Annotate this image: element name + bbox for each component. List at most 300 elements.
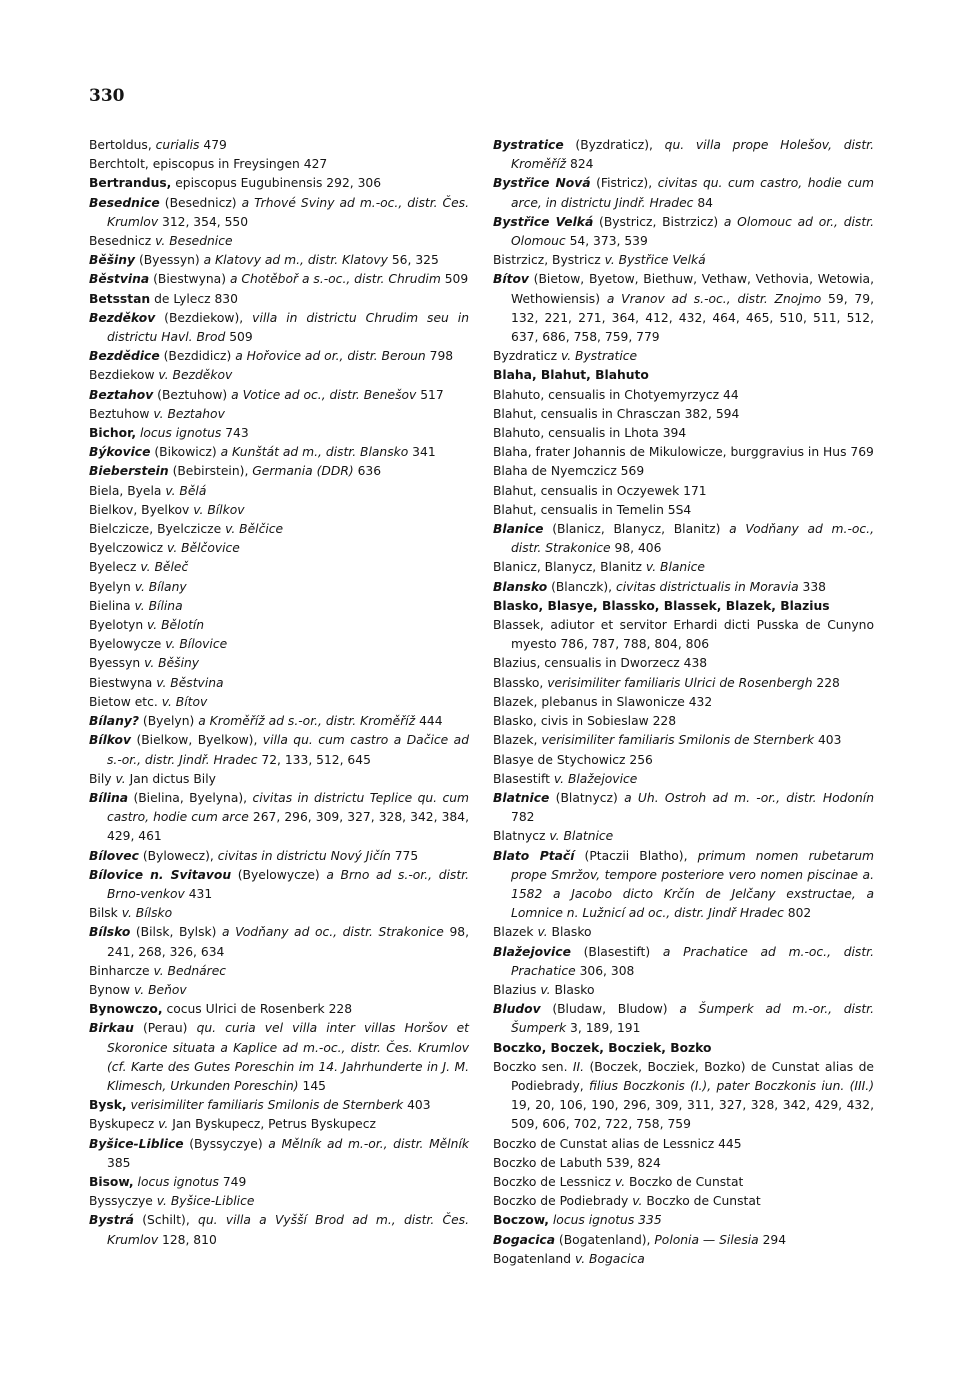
index-entry <box>89 462 469 481</box>
entry-headword: Bystřice Velká <box>493 214 594 229</box>
index-entry <box>89 616 469 635</box>
entry-headword: Bítov <box>493 272 529 287</box>
entry-text: (Byzdraticz), <box>563 138 665 152</box>
entry-headword: Bieberstein <box>89 464 169 479</box>
index-entry <box>493 501 874 520</box>
entry-text: v. <box>632 1194 643 1209</box>
entry-text: primum nomen rubetarum prope Smržov, tempore posteriore vero nomen piscinae a. 1582 a Jacobo dicto Krčín de Jelčany exstructae, a Lomnice n. Lužnicí ad oc., distr. Jindř Hradec <box>511 848 874 921</box>
entry-text: v. Bílkov <box>193 502 245 517</box>
entry-text: v. Bednárec <box>153 963 227 978</box>
entry-text: 341 <box>408 445 436 460</box>
index-entry <box>493 731 874 750</box>
index-entry <box>89 1192 469 1211</box>
entry-text: 98, 406 <box>610 541 662 556</box>
entry-headword: Bílkov <box>89 733 132 748</box>
index-entry <box>493 558 874 577</box>
entry-text: Blasko <box>550 982 595 997</box>
entry-headword: Blatnice <box>493 790 550 805</box>
entry-text: Blasko <box>547 925 592 940</box>
entry-text: II. <box>572 1059 585 1074</box>
index-entry <box>89 558 469 577</box>
entry-text: civitas in districtu Teplice qu. cum castro, hodie cum arce <box>107 790 469 825</box>
entry-text: Boczko de Cunstat <box>642 1194 761 1209</box>
entry-text: (Blatnycz) <box>549 790 625 805</box>
entry-text: Blahut, censualis in Oczyewek 171 <box>493 483 707 498</box>
entry-text: Blahuto, censualis in Lhota 394 <box>493 426 687 441</box>
index-entry <box>493 482 874 501</box>
entry-text: v. Bítov <box>161 694 208 709</box>
entry-headword: Blaha, Blahut, Blahuto <box>493 368 649 383</box>
index-entry <box>493 751 874 770</box>
index-entry <box>89 1173 469 1192</box>
entry-text: 84 <box>693 195 713 210</box>
entry-text: verisimiliter familiaris Smilonis de Sternberk <box>541 733 815 748</box>
entry-text: 312, 354, 550 <box>158 214 249 229</box>
entry-text: 775 <box>390 848 419 863</box>
entry-text: 403 <box>403 1098 431 1113</box>
entry-text: qu. curia vel villa inter villas Horšov et Skoronice situata a Kaplice ad m.-oc., distr. Čes. Krumlov (cf. Karte des Gutes Poreschin im 14. Jahrhunderte in J. M. Klimesch, Urkunden Poreschin) <box>107 1021 469 1093</box>
index-entry <box>89 155 469 174</box>
entry-headword: Běšiny <box>89 253 136 268</box>
entry-text: Binharcze <box>89 963 154 978</box>
index-entry <box>493 424 874 443</box>
index-entry <box>493 443 874 462</box>
entry-headword: Bílany? <box>89 714 140 729</box>
entry-text: Byelczowicz <box>89 541 168 556</box>
entry-text: Bistrzicz, Bystricz <box>493 253 605 268</box>
entry-text: 3, 189, 191 <box>566 1021 641 1036</box>
index-entry <box>89 1019 469 1096</box>
entry-text: a Hořovice ad or., distr. Beroun <box>235 349 426 364</box>
entry-text: Blazek, <box>493 733 542 748</box>
entry-text: a Klatovy ad m., distr. Klatovy <box>203 253 388 268</box>
index-entry <box>89 962 469 981</box>
index-entry <box>493 1231 874 1250</box>
entry-text: curialis <box>155 138 200 152</box>
entry-text: Berchtolt, episcopus in Freysingen 427 <box>89 157 328 172</box>
index-entry <box>89 309 469 347</box>
entry-headword: Boczko, Boczek, Bocziek, Bozko <box>493 1040 712 1055</box>
entry-text: a Vodňany ad m.-oc., distr. Strakonice <box>511 522 874 556</box>
index-entry <box>493 213 874 251</box>
entry-text: (Besednicz) <box>159 195 242 210</box>
entry-text: a Brno ad s.-or., distr. Brno-venkov <box>107 867 469 901</box>
entry-text: (Byelyn) <box>139 714 199 729</box>
entry-text: (Blanczk), <box>547 579 616 594</box>
index-entry <box>89 693 469 712</box>
index-entry <box>493 366 874 385</box>
index-entry <box>493 1039 874 1058</box>
entry-text: qu. villa prope Holešov, distr. Kroměříž <box>511 138 874 172</box>
index-entry <box>493 1154 874 1173</box>
entry-text: locus ignotus 335 <box>552 1213 662 1228</box>
entry-headword: Blato Ptačí <box>493 848 575 863</box>
index-entry <box>493 578 874 597</box>
entry-text: 19, 20, 106, 190, 296, 309, 311, 327, 328, 342, 429, 432, 509, 606, 702, 722, 758, 759 <box>511 1098 874 1132</box>
entry-text: v. Bělá <box>165 483 207 498</box>
index-entry <box>89 635 469 654</box>
entry-text: Boczko de Cunstat <box>625 1174 744 1189</box>
index-entry <box>89 597 469 616</box>
entry-text: Biela, Byela <box>89 483 166 498</box>
index-entry <box>89 443 469 462</box>
entry-text: a Mělník ad m.-or., distr. Mělník <box>268 1136 469 1151</box>
entry-text: (Byelowycze) <box>231 867 327 882</box>
entry-text: a Prachatice ad m.-oc., distr. Prachatice <box>511 944 874 978</box>
index-entry <box>493 174 874 212</box>
entry-text: Blahut, censualis in Temelin 5S4 <box>493 502 692 517</box>
entry-text: (Fistricz), <box>590 176 658 191</box>
entry-text: v. Běstvina <box>156 675 224 690</box>
entry-text: (Bielkow, Byelkow), <box>131 733 263 748</box>
entry-text: v. Běšiny <box>144 656 200 671</box>
index-entry <box>89 386 469 405</box>
index-entry <box>89 347 469 366</box>
entry-headword: Bogacica <box>493 1232 556 1247</box>
index-entry <box>89 194 469 232</box>
index-entry <box>89 1096 469 1115</box>
entry-text: a Kroměříž ad s.-or., distr. Kroměříž <box>198 714 416 729</box>
index-entry <box>89 520 469 539</box>
entry-text: v. Bělotín <box>147 618 205 633</box>
entry-text: Jan dictus Bily <box>125 771 216 786</box>
entry-text: 802 <box>783 906 812 921</box>
entry-text: a Vodňany ad oc., distr. Strakonice <box>221 925 444 940</box>
entry-text: de Lylecz 830 <box>150 291 238 306</box>
entry-text: v. Byšice-Liblice <box>156 1194 255 1209</box>
entry-text: 145 <box>298 1078 326 1093</box>
index-entry <box>493 270 874 347</box>
entry-text: Bietow etc. <box>89 694 162 709</box>
entry-text: locus ignotus <box>137 1174 219 1189</box>
entry-headword: Betsstan <box>89 291 151 306</box>
index-entry <box>493 712 874 731</box>
entry-text: Biestwyna <box>89 675 157 690</box>
entry-text: v. Blažejovice <box>553 771 638 786</box>
entry-text: 798 <box>425 349 454 364</box>
index-entry <box>89 847 469 866</box>
entry-text: Bertoldus, <box>89 138 156 152</box>
entry-text: v. Blanice <box>645 560 705 575</box>
index-entry <box>493 693 874 712</box>
entry-text: Blahut, censualis in Chrasczan 382, 594 <box>493 406 740 421</box>
entry-text: a Šumperk ad m.-or., distr. Šumperk <box>511 1002 875 1036</box>
index-entry <box>89 866 469 904</box>
entry-text: 517 <box>416 387 444 402</box>
entry-headword: Blanice <box>493 522 544 537</box>
entry-text: civitas qu. cum castro, hodie cum arce, in districtu Jindř. Hradec <box>511 176 874 210</box>
entry-text: Blasko, civis in Sobieslaw 228 <box>493 714 677 729</box>
index-entry <box>493 251 874 270</box>
entry-text: (Ptaczii Blatho), <box>574 848 698 863</box>
entry-text: 294 <box>758 1232 787 1247</box>
entry-text: v. <box>158 1117 169 1132</box>
entry-headword: Bystratice <box>493 138 564 152</box>
entry-text: Bynow <box>89 982 134 997</box>
index-entry <box>493 789 874 827</box>
entry-text: (Byessyn) <box>135 253 204 268</box>
entry-text: (Bietow, Byetow, Biethuw, Vethaw, Vethovia, Wetowia, Wethowiensis) <box>511 272 874 306</box>
entry-text: Polonia — Silesia <box>654 1232 759 1247</box>
entry-text: civitas districtualis in Moravia <box>616 579 799 594</box>
entry-text: v. Beňov <box>134 982 187 997</box>
entry-headword: Bichor, <box>89 426 137 441</box>
index-entry <box>493 1211 874 1230</box>
entry-text: Blanicz, Blanycz, Blanitz <box>493 560 646 575</box>
entry-text: Boczko de Labuth 539, 824 <box>493 1155 661 1170</box>
index-entry <box>493 386 874 405</box>
entry-headword: Beztahov <box>89 387 154 402</box>
index-entry <box>89 1000 469 1019</box>
entry-text: locus ignotus <box>139 426 222 441</box>
index-entry <box>493 597 874 616</box>
index-entry <box>493 347 874 366</box>
entry-headword: Bysk, <box>89 1098 127 1113</box>
entry-text: Byessyn <box>89 656 145 671</box>
entry-text: Byelecz <box>89 560 141 575</box>
entry-text: Boczko de Cunstat alias de Lessnicz 445 <box>493 1136 742 1151</box>
entry-text: 267, 296, 309, 327, 328, 342, 384, 429, 461 <box>107 810 469 844</box>
entry-text: Bogatenland <box>493 1251 575 1266</box>
index-column-right <box>493 136 874 1269</box>
entry-headword: Bílina <box>89 790 129 805</box>
index-entry <box>493 1173 874 1192</box>
entry-text: verisimiliter familiaris Smilonis de Sternberk <box>130 1098 404 1113</box>
entry-headword: Bisow, <box>89 1174 134 1189</box>
entry-text: 59, 79, 132, 221, 271, 364, 412, 432, 464, 465, 510, 511, 512, 637, 686, 758, 759, 779 <box>511 291 874 345</box>
entry-text: v. Bystřice Velká <box>604 253 706 268</box>
entry-text: 749 <box>218 1174 247 1189</box>
index-entry <box>493 923 874 942</box>
entry-text: Blasestift <box>493 771 554 786</box>
entry-text: 228 <box>812 675 840 690</box>
entry-text: villa in districtu Chrudim seu in districtu Havl. Brod <box>107 310 469 345</box>
entry-text: 54, 373, 539 <box>565 234 648 249</box>
entry-headword: Bílsko <box>89 925 131 940</box>
entry-text: (Bogatenland), <box>555 1232 655 1247</box>
entry-text: a Chotěboř a s.-oc., distr. Chrudim <box>229 272 441 287</box>
entry-text: 72, 133, 512, 645 <box>257 752 371 767</box>
entry-text: episcopus Eugubinensis 292, 306 <box>171 176 382 191</box>
entry-headword: Birkau <box>89 1021 134 1036</box>
index-entry <box>89 290 469 309</box>
entry-headword: Bílovice n. Svitavou <box>89 867 232 882</box>
entry-headword: Bezdědice <box>89 349 160 364</box>
entry-text: Bielkov, Byelkov <box>89 502 194 517</box>
entry-text: v. Besednice <box>155 234 233 249</box>
entry-text: (Bilsk, Bylsk) <box>130 925 222 940</box>
index-entry <box>89 731 469 769</box>
entry-text: v. Bogacica <box>574 1251 645 1266</box>
entry-text: v. Bělčice <box>225 522 284 537</box>
entry-text: Boczko sen. <box>493 1059 573 1074</box>
entry-headword: Blažejovice <box>493 944 571 959</box>
entry-text: v. <box>115 771 126 786</box>
index-column-left <box>89 136 469 1250</box>
entry-text: a Uh. Ostroh ad m. -or., distr. Hodonín <box>624 790 874 805</box>
entry-text: 509 <box>225 330 253 345</box>
entry-text: (Perau) <box>133 1021 197 1036</box>
entry-text: (Bezdiekow), <box>155 310 253 325</box>
index-entry <box>89 405 469 424</box>
index-entry <box>89 904 469 923</box>
entry-text: v. Bezděkov <box>158 368 233 383</box>
entry-headword: Bystřice Nová <box>493 176 591 191</box>
index-entry <box>493 847 874 924</box>
entry-text: a Kunštát ad m., distr. Blansko <box>220 445 409 460</box>
index-entry <box>89 981 469 1000</box>
entry-text: Byssyczye <box>89 1194 157 1209</box>
index-entry <box>89 712 469 731</box>
entry-text: qu. villa a Vyšší Brod ad m., distr. Čes. Krumlov <box>107 1213 469 1247</box>
entry-text: (Bezdidicz) <box>159 349 236 364</box>
entry-text: (Schilt), <box>133 1213 199 1228</box>
index-entry <box>89 270 469 289</box>
entry-text: 743 <box>221 426 249 441</box>
entry-text: Blaha, frater Johannis de Mikulowicze, burggravius in Hus 769 <box>493 445 874 460</box>
index-entry <box>89 1211 469 1249</box>
entry-text: Jan Byskupecz, Petrus Byskupecz <box>168 1117 376 1132</box>
index-entry <box>89 539 469 558</box>
index-entry <box>89 578 469 597</box>
index-entry <box>493 616 874 654</box>
index-entry <box>89 789 469 847</box>
entry-text: Byskupecz <box>89 1117 159 1132</box>
index-entry <box>89 654 469 673</box>
index-entry <box>493 1000 874 1038</box>
entry-text: v. Běleč <box>140 560 189 575</box>
entry-text: Blatnycz <box>493 829 550 844</box>
entry-text: 306, 308 <box>575 963 635 978</box>
entry-text: Bielczicze, Byelczicze <box>89 522 226 537</box>
entry-text: v. Bílany <box>134 579 187 594</box>
entry-text: v. Bílsko <box>121 906 173 921</box>
entry-text: Byelowycze <box>89 637 166 652</box>
entry-headword: Bludov <box>493 1002 541 1017</box>
index-entry <box>493 1250 874 1269</box>
index-entry <box>89 674 469 693</box>
index-entry <box>89 1135 469 1173</box>
entry-text: Bielina <box>89 598 135 613</box>
entry-headword: Bystrá <box>89 1213 134 1228</box>
entry-headword: Běstvina <box>89 272 150 287</box>
entry-text: villa qu. cum castro a Dačice ad s.-or., distr. Jindř. Hradec <box>107 733 469 767</box>
index-entry <box>493 981 874 1000</box>
entry-text: 128, 810 <box>158 1232 217 1247</box>
entry-text: (Bielina, Byelyna), <box>128 790 253 805</box>
entry-headword: Bezděkov <box>89 310 156 325</box>
index-entry <box>493 520 874 558</box>
entry-text: Beztuhow <box>89 406 154 421</box>
entry-text: (Bebirstein), <box>168 464 253 479</box>
index-entry <box>493 827 874 846</box>
entry-headword: Besednice <box>89 195 160 210</box>
entry-text: cocus Ulrici de Rosenberk 228 <box>162 1002 353 1017</box>
entry-text: (Biestwyna) <box>149 272 230 287</box>
entry-text: 509 <box>440 272 469 287</box>
entry-text: Germania (DDR) <box>252 464 354 479</box>
index-entry <box>493 1058 874 1135</box>
entry-text: v. <box>537 925 548 940</box>
entry-text: 479 <box>199 138 227 152</box>
index-entry <box>493 943 874 981</box>
entry-text: Blassek, adiutor et servitor Erhardi dicti Pusska de Cunyno myesto 786, 787, 788, 804, 806 <box>493 618 874 652</box>
entry-text: (Blasestift) <box>570 944 663 959</box>
entry-text: Blazek, plebanus in Slawonicze 432 <box>493 694 713 709</box>
index-entry <box>89 424 469 443</box>
index-entry <box>493 654 874 673</box>
entry-text: (Bludaw, Bludow) <box>540 1002 680 1017</box>
entry-text: 444 <box>415 714 443 729</box>
entry-text: Boczko de Lessnicz <box>493 1174 615 1189</box>
index-entry <box>493 405 874 424</box>
entry-text: Blaha de Nyemczicz 569 <box>493 464 645 479</box>
index-entry <box>89 482 469 501</box>
entry-text: v. Bílovice <box>165 637 228 652</box>
entry-text: v. <box>540 982 551 997</box>
entry-headword: Bílovec <box>89 848 139 863</box>
entry-text: Blazius <box>493 982 541 997</box>
entry-text: a Olomouc ad or., distr. Olomouc <box>511 214 874 249</box>
entry-text: (Bystricz, Bistrzicz) <box>593 214 724 229</box>
entry-headword: Byšice-Liblice <box>89 1136 184 1151</box>
entry-text: Byelotyn <box>89 618 148 633</box>
page-number: 330 <box>89 86 125 106</box>
entry-text: v. Bílina <box>134 598 183 613</box>
entry-text: a Vranov ad s.-oc., distr. Znojmo <box>606 291 822 306</box>
entry-text: Blahuto, censualis in Chotyemyrzycz 44 <box>493 387 739 402</box>
index-entry <box>493 770 874 789</box>
entry-text: Blazek <box>493 925 538 940</box>
entry-text: 385 <box>107 1155 131 1170</box>
entry-text: filius Boczkonis (I.), pater Boczkonis iun. (III.) <box>589 1078 874 1093</box>
index-entry <box>89 366 469 385</box>
entry-text: (Bikowicz) <box>150 445 221 460</box>
entry-headword: Bynowczo, <box>89 1002 163 1017</box>
index-entry <box>89 174 469 193</box>
entry-text: 824 <box>566 157 594 172</box>
entry-text: a Votice ad oc., distr. Benešov <box>231 387 417 402</box>
entry-headword: Býkovice <box>89 445 151 460</box>
entry-headword: Bertrandus, <box>89 176 172 191</box>
entry-text: 56, 325 <box>387 253 439 268</box>
entry-text: (Bylowecz), <box>138 848 218 863</box>
entry-text: 338 <box>798 579 826 594</box>
entry-text: Blasye de Stychowicz 256 <box>493 752 653 767</box>
entry-text: Byelyn <box>89 579 135 594</box>
entry-headword: Blansko <box>493 579 548 594</box>
entry-text: verisimiliter familiaris Ulrici de Rosenbergh <box>547 675 813 690</box>
entry-text: 98, 241, 268, 326, 634 <box>107 925 469 959</box>
entry-headword: Blasko, Blasye, Blassko, Blassek, Blazek, Blazius <box>493 598 830 613</box>
index-entry <box>89 501 469 520</box>
entry-text: 431 <box>184 886 213 901</box>
index-entry <box>89 251 469 270</box>
entry-text: Blassko, <box>493 675 548 690</box>
index-entry <box>493 674 874 693</box>
entry-text: Boczko de Podiebrady <box>493 1194 633 1209</box>
index-entry <box>89 136 469 155</box>
entry-text: Bezdiekow <box>89 368 159 383</box>
entry-text: 782 <box>511 810 535 825</box>
entry-text: Bily <box>89 771 116 786</box>
entry-text: v. Blatnice <box>549 829 614 844</box>
entry-text: civitas in districtu Nový Jičín <box>217 848 391 863</box>
entry-text: 636 <box>353 464 382 479</box>
index-entry <box>493 136 874 174</box>
entry-text: (Beztuhow) <box>153 387 232 402</box>
entry-text: Besednicz <box>89 234 156 249</box>
